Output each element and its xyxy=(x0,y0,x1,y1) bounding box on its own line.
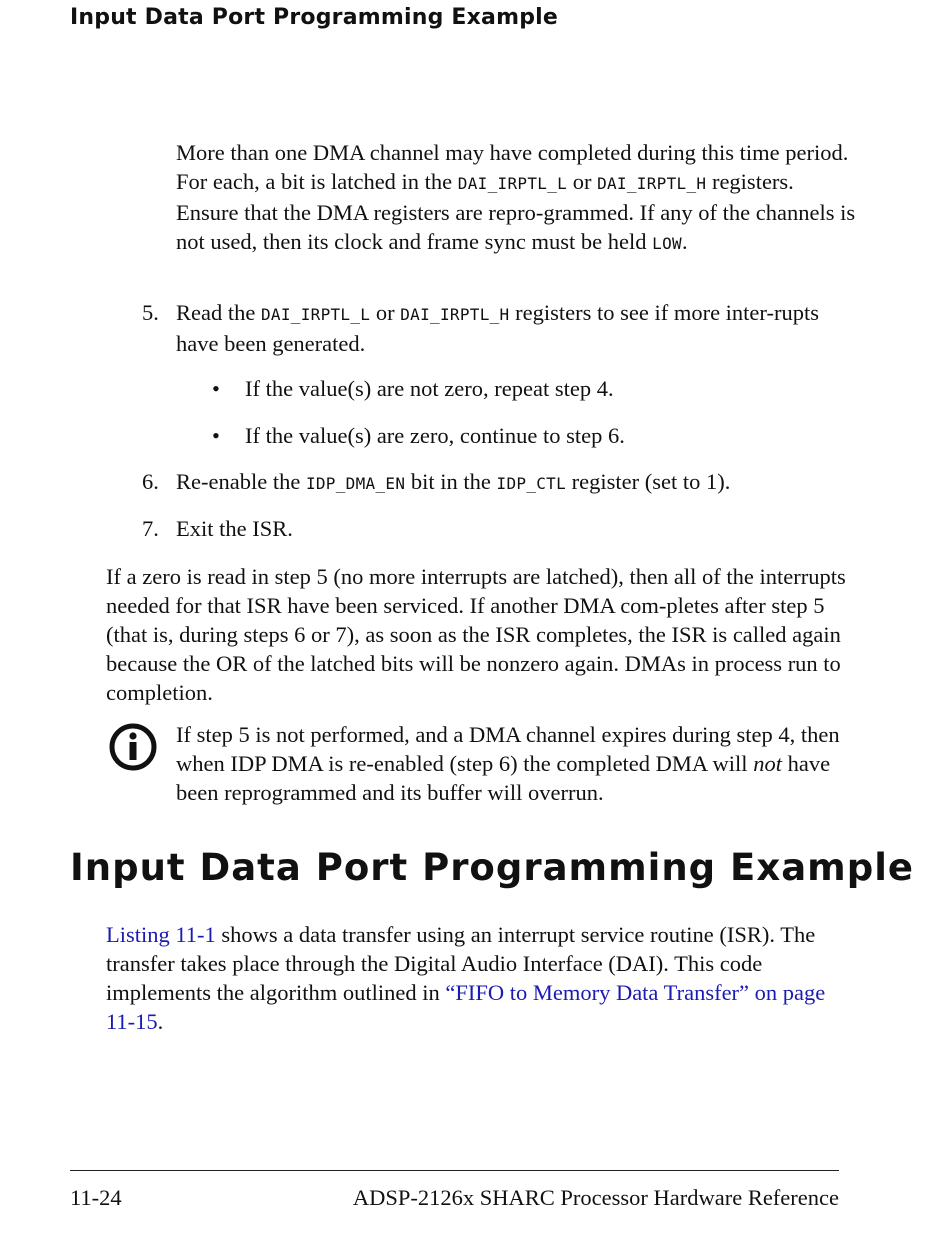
step-7 xyxy=(142,514,862,543)
text-span: If step 5 is not performed, and a DMA channel expires during step 4, then when IDP DMA is re-enabled (step 6) the completed DMA will xyxy=(176,722,840,776)
bullet-text: If the value(s) are zero, continue to step 6. xyxy=(245,423,625,448)
register-name: DAI_IRPTL_L xyxy=(457,174,568,193)
text-span: shows a data transfer using an interrupt service routine (ISR). The transfer takes place through the Digital Audio Interface (DAI). This code implements the algorithm outlined in xyxy=(106,922,816,1005)
step-text xyxy=(176,298,862,358)
step-text xyxy=(176,467,862,498)
bullet-item xyxy=(212,421,832,450)
text-span: or xyxy=(567,169,598,194)
main-paragraph: If a zero is read in step 5 (no more interrupts are latched), then all of the interrupts needed for that ISR have been serviced. If another DMA com-pletes after step 5 (that is, during steps 6 or 7), as soon as the ISR completes, the ISR is called again because the OR of the latched bits will be nonzero again. DMAs in process run to completion. xyxy=(106,564,846,705)
register-name: IDP_CTL xyxy=(496,474,567,493)
bullet-symbol: • xyxy=(212,423,220,448)
signal-level: LOW xyxy=(652,234,682,253)
text-span: . xyxy=(681,229,688,254)
step-number: 5. xyxy=(142,300,159,325)
bullet-text: If the value(s) are not zero, repeat step 4. xyxy=(245,376,614,401)
listing-link[interactable]: Listing 11-1 xyxy=(106,922,216,947)
text-span: More than one DMA channel may have completed during this time period. For each, a bit is latched in the xyxy=(176,140,849,194)
book-title: ADSP-2126x SHARC Processor Hardware Reference xyxy=(352,1185,839,1210)
register-name: IDP_DMA_EN xyxy=(305,474,406,493)
emphasis-text: not xyxy=(753,751,782,776)
text-span: registers to see if more inter-rupts have been generated. xyxy=(176,300,819,356)
text-span: . xyxy=(157,1009,164,1034)
bullet-item xyxy=(212,374,832,403)
note-callout xyxy=(108,720,858,807)
step-number: 7. xyxy=(142,516,159,541)
text-span: Read the xyxy=(176,300,261,325)
text-span: bit in the xyxy=(405,469,497,494)
note-text xyxy=(176,720,858,807)
info-icon xyxy=(108,722,158,772)
page-number: 11-24 xyxy=(70,1185,122,1210)
register-name: DAI_IRPTL_L xyxy=(260,305,371,324)
step-5 xyxy=(142,298,862,358)
cross-reference-link[interactable]: “FIFO to Memory Data Transfer” on page 11-15 xyxy=(106,980,826,1034)
text-span: or xyxy=(370,300,401,325)
register-name: DAI_IRPTL_H xyxy=(400,305,510,324)
section-heading: Input Data Port Programming Example xyxy=(70,846,914,889)
text-span: registers. Ensure that the DMA registers are repro-grammed. If any of the channels is not used, then its clock and frame sync must be held xyxy=(176,169,856,254)
continuation-paragraph xyxy=(176,138,856,258)
bullet-symbol: • xyxy=(212,376,220,401)
step-6 xyxy=(142,467,862,498)
text-span: register (set to 1). xyxy=(566,469,731,494)
text-span: have been reprogrammed and its buffer will overrun. xyxy=(176,751,831,805)
step-text xyxy=(176,514,862,543)
step-number: 6. xyxy=(142,469,159,494)
text-span: Re-enable the xyxy=(176,469,306,494)
text-span: Exit the ISR. xyxy=(176,516,293,541)
running-header: Input Data Port Programming Example xyxy=(70,5,559,30)
register-name: DAI_IRPTL_H xyxy=(597,174,707,193)
section-intro-paragraph xyxy=(106,920,846,1036)
footer-rule xyxy=(70,1170,839,1171)
